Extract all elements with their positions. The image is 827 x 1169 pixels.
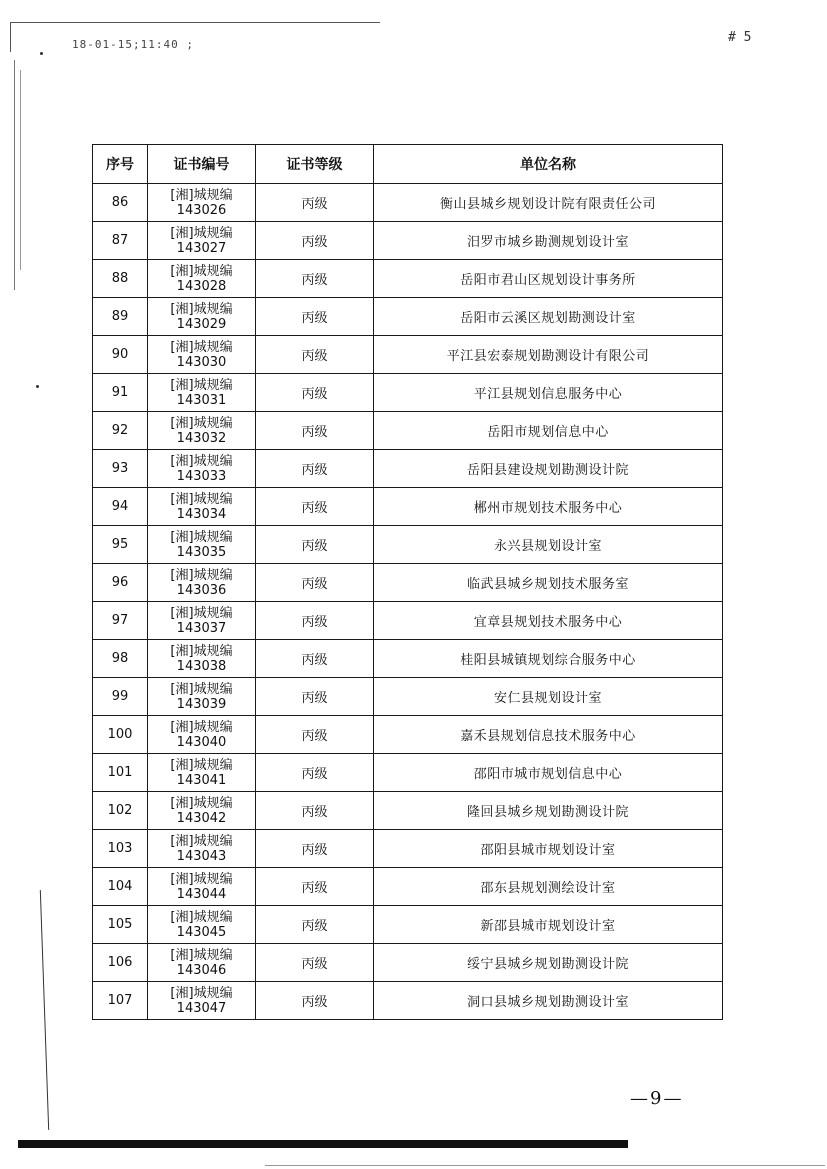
cell-certificate-grade: 丙级 bbox=[256, 374, 374, 412]
certificate-code: 143035 bbox=[176, 544, 227, 560]
certificate-prefix: [湘]城规编 bbox=[170, 567, 233, 583]
cell-serial: 92 bbox=[93, 412, 148, 450]
cell-certificate-grade: 丙级 bbox=[256, 830, 374, 868]
cell-certificate-grade: 丙级 bbox=[256, 412, 374, 450]
certificate-code: 143045 bbox=[176, 924, 227, 940]
table-row bbox=[93, 868, 723, 906]
cell-certificate-number bbox=[148, 640, 256, 678]
scan-border-line bbox=[10, 22, 380, 23]
cell-serial: 91 bbox=[93, 374, 148, 412]
certificate-prefix: [湘]城规编 bbox=[170, 947, 233, 963]
cell-certificate-number bbox=[148, 754, 256, 792]
cell-certificate-number bbox=[148, 868, 256, 906]
certificate-prefix: [湘]城规编 bbox=[170, 339, 233, 355]
table-row bbox=[93, 602, 723, 640]
table-row bbox=[93, 830, 723, 868]
cell-unit-name: 永兴县规划设计室 bbox=[374, 526, 723, 564]
table-row bbox=[93, 564, 723, 602]
certificate-code: 143032 bbox=[176, 430, 227, 446]
cell-serial: 105 bbox=[93, 906, 148, 944]
scan-artifact-line bbox=[20, 70, 21, 270]
cell-certificate-grade: 丙级 bbox=[256, 754, 374, 792]
cell-certificate-grade: 丙级 bbox=[256, 526, 374, 564]
certificate-prefix: [湘]城规编 bbox=[170, 377, 233, 393]
table-header-row bbox=[93, 145, 723, 184]
table-row bbox=[93, 488, 723, 526]
certificate-prefix: [湘]城规编 bbox=[170, 757, 233, 773]
cell-unit-name: 岳阳市君山区规划设计事务所 bbox=[374, 260, 723, 298]
cell-certificate-grade: 丙级 bbox=[256, 640, 374, 678]
certificate-prefix: [湘]城规编 bbox=[170, 909, 233, 925]
certificate-code: 143036 bbox=[176, 582, 227, 598]
scan-artifact-dot bbox=[40, 52, 43, 55]
cell-serial: 107 bbox=[93, 982, 148, 1020]
table-row bbox=[93, 374, 723, 412]
cell-certificate-grade: 丙级 bbox=[256, 602, 374, 640]
cell-certificate-number bbox=[148, 336, 256, 374]
certificate-code: 143042 bbox=[176, 810, 227, 826]
cell-certificate-grade: 丙级 bbox=[256, 982, 374, 1020]
cell-serial: 93 bbox=[93, 450, 148, 488]
cell-unit-name: 郴州市规划技术服务中心 bbox=[374, 488, 723, 526]
cell-unit-name: 临武县城乡规划技术服务室 bbox=[374, 564, 723, 602]
cell-unit-name: 平江县规划信息服务中心 bbox=[374, 374, 723, 412]
certificate-code: 143046 bbox=[176, 962, 227, 978]
table-row bbox=[93, 184, 723, 222]
certificate-prefix: [湘]城规编 bbox=[170, 643, 233, 659]
certificate-prefix: [湘]城规编 bbox=[170, 491, 233, 507]
cell-unit-name: 邵阳县城市规划设计室 bbox=[374, 830, 723, 868]
cell-unit-name: 邵东县规划测绘设计室 bbox=[374, 868, 723, 906]
cell-unit-name: 嘉禾县规划信息技术服务中心 bbox=[374, 716, 723, 754]
certificate-code: 143037 bbox=[176, 620, 227, 636]
certificate-prefix: [湘]城规编 bbox=[170, 605, 233, 621]
cell-certificate-grade: 丙级 bbox=[256, 336, 374, 374]
certificate-prefix: [湘]城规编 bbox=[170, 529, 233, 545]
table-row bbox=[93, 260, 723, 298]
cell-certificate-grade: 丙级 bbox=[256, 792, 374, 830]
cell-certificate-number bbox=[148, 298, 256, 336]
table-row bbox=[93, 792, 723, 830]
scan-artifact-dot bbox=[36, 385, 39, 388]
cell-serial: 106 bbox=[93, 944, 148, 982]
cell-serial: 89 bbox=[93, 298, 148, 336]
certificate-prefix: [湘]城规编 bbox=[170, 681, 233, 697]
cell-serial: 103 bbox=[93, 830, 148, 868]
table-row bbox=[93, 450, 723, 488]
certificate-prefix: [湘]城规编 bbox=[170, 833, 233, 849]
cell-certificate-number bbox=[148, 716, 256, 754]
cell-certificate-grade: 丙级 bbox=[256, 944, 374, 982]
cell-serial: 98 bbox=[93, 640, 148, 678]
header-serial: 序号 bbox=[93, 145, 148, 184]
cell-certificate-number bbox=[148, 488, 256, 526]
cell-certificate-number bbox=[148, 564, 256, 602]
cell-unit-name: 岳阳县建设规划勘测设计院 bbox=[374, 450, 723, 488]
certificate-code: 143027 bbox=[176, 240, 227, 256]
header-certificate-grade: 证书等级 bbox=[256, 145, 374, 184]
table-row bbox=[93, 526, 723, 564]
cell-serial: 97 bbox=[93, 602, 148, 640]
scan-bottom-line bbox=[265, 1165, 825, 1166]
certificate-code: 143029 bbox=[176, 316, 227, 332]
cell-unit-name: 岳阳市云溪区规划勘测设计室 bbox=[374, 298, 723, 336]
table-row bbox=[93, 982, 723, 1020]
cell-certificate-grade: 丙级 bbox=[256, 222, 374, 260]
header-certificate-number: 证书编号 bbox=[148, 145, 256, 184]
cell-certificate-grade: 丙级 bbox=[256, 678, 374, 716]
cell-serial: 94 bbox=[93, 488, 148, 526]
certificate-table bbox=[92, 144, 723, 1020]
cell-certificate-number bbox=[148, 526, 256, 564]
table-row bbox=[93, 716, 723, 754]
header-unit-name: 单位名称 bbox=[374, 145, 723, 184]
cell-certificate-grade: 丙级 bbox=[256, 564, 374, 602]
scan-artifact-line bbox=[14, 60, 15, 290]
cell-certificate-number bbox=[148, 792, 256, 830]
cell-unit-name: 衡山县城乡规划设计院有限责任公司 bbox=[374, 184, 723, 222]
cell-unit-name: 平江县宏泰规划勘测设计有限公司 bbox=[374, 336, 723, 374]
certificate-code: 143044 bbox=[176, 886, 227, 902]
cell-certificate-grade: 丙级 bbox=[256, 716, 374, 754]
cell-certificate-grade: 丙级 bbox=[256, 488, 374, 526]
cell-serial: 102 bbox=[93, 792, 148, 830]
scan-bottom-bar bbox=[18, 1140, 628, 1148]
cell-certificate-number bbox=[148, 260, 256, 298]
certificate-code: 143038 bbox=[176, 658, 227, 674]
certificate-code: 143040 bbox=[176, 734, 227, 750]
page-mark: # 5 bbox=[728, 30, 752, 45]
cell-certificate-number bbox=[148, 830, 256, 868]
table-row bbox=[93, 298, 723, 336]
cell-certificate-number bbox=[148, 944, 256, 982]
certificate-prefix: [湘]城规编 bbox=[170, 719, 233, 735]
cell-unit-name: 新邵县城市规划设计室 bbox=[374, 906, 723, 944]
table-row bbox=[93, 906, 723, 944]
cell-certificate-grade: 丙级 bbox=[256, 260, 374, 298]
cell-serial: 90 bbox=[93, 336, 148, 374]
cell-serial: 100 bbox=[93, 716, 148, 754]
cell-certificate-grade: 丙级 bbox=[256, 184, 374, 222]
cell-serial: 101 bbox=[93, 754, 148, 792]
certificate-prefix: [湘]城规编 bbox=[170, 985, 233, 1001]
scan-border-line bbox=[10, 22, 11, 52]
scan-artifact-line bbox=[40, 890, 49, 1130]
certificate-code: 143041 bbox=[176, 772, 227, 788]
table-row bbox=[93, 640, 723, 678]
certificate-code: 143033 bbox=[176, 468, 227, 484]
certificate-code: 143028 bbox=[176, 278, 227, 294]
certificate-prefix: [湘]城规编 bbox=[170, 225, 233, 241]
cell-serial: 96 bbox=[93, 564, 148, 602]
table-row bbox=[93, 678, 723, 716]
cell-certificate-number bbox=[148, 906, 256, 944]
cell-serial: 99 bbox=[93, 678, 148, 716]
certificate-code: 143043 bbox=[176, 848, 227, 864]
certificate-prefix: [湘]城规编 bbox=[170, 263, 233, 279]
cell-certificate-number bbox=[148, 412, 256, 450]
cell-unit-name: 桂阳县城镇规划综合服务中心 bbox=[374, 640, 723, 678]
cell-unit-name: 安仁县规划设计室 bbox=[374, 678, 723, 716]
page-number: —9— bbox=[630, 1088, 684, 1109]
cell-serial: 88 bbox=[93, 260, 148, 298]
certificate-prefix: [湘]城规编 bbox=[170, 415, 233, 431]
cell-certificate-number bbox=[148, 184, 256, 222]
cell-certificate-grade: 丙级 bbox=[256, 868, 374, 906]
certificate-code: 143047 bbox=[176, 1000, 227, 1016]
cell-unit-name: 绥宁县城乡规划勘测设计院 bbox=[374, 944, 723, 982]
certificate-code: 143039 bbox=[176, 696, 227, 712]
cell-unit-name: 邵阳市城市规划信息中心 bbox=[374, 754, 723, 792]
certificate-code: 143030 bbox=[176, 354, 227, 370]
cell-unit-name: 隆回县城乡规划勘测设计院 bbox=[374, 792, 723, 830]
table-row bbox=[93, 754, 723, 792]
certificate-prefix: [湘]城规编 bbox=[170, 871, 233, 887]
table-row bbox=[93, 336, 723, 374]
cell-certificate-grade: 丙级 bbox=[256, 298, 374, 336]
cell-certificate-number bbox=[148, 450, 256, 488]
cell-serial: 86 bbox=[93, 184, 148, 222]
cell-certificate-grade: 丙级 bbox=[256, 450, 374, 488]
certificate-prefix: [湘]城规编 bbox=[170, 301, 233, 317]
certificate-code: 143026 bbox=[176, 202, 227, 218]
cell-serial: 87 bbox=[93, 222, 148, 260]
cell-unit-name: 宜章县规划技术服务中心 bbox=[374, 602, 723, 640]
cell-certificate-number bbox=[148, 222, 256, 260]
cell-certificate-number bbox=[148, 374, 256, 412]
cell-unit-name: 洞口县城乡规划勘测设计室 bbox=[374, 982, 723, 1020]
cell-certificate-number bbox=[148, 678, 256, 716]
cell-certificate-number bbox=[148, 602, 256, 640]
cell-certificate-grade: 丙级 bbox=[256, 906, 374, 944]
certificate-prefix: [湘]城规编 bbox=[170, 795, 233, 811]
certificate-prefix: [湘]城规编 bbox=[170, 187, 233, 203]
cell-certificate-number bbox=[148, 982, 256, 1020]
cell-unit-name: 汨罗市城乡勘测规划设计室 bbox=[374, 222, 723, 260]
cell-serial: 104 bbox=[93, 868, 148, 906]
cell-serial: 95 bbox=[93, 526, 148, 564]
certificate-code: 143034 bbox=[176, 506, 227, 522]
table-row bbox=[93, 412, 723, 450]
cell-unit-name: 岳阳市规划信息中心 bbox=[374, 412, 723, 450]
certificate-code: 143031 bbox=[176, 392, 227, 408]
certificate-prefix: [湘]城规编 bbox=[170, 453, 233, 469]
table-row bbox=[93, 222, 723, 260]
table-row bbox=[93, 944, 723, 982]
fax-header: 18-01-15;11:40 ; bbox=[72, 38, 194, 51]
